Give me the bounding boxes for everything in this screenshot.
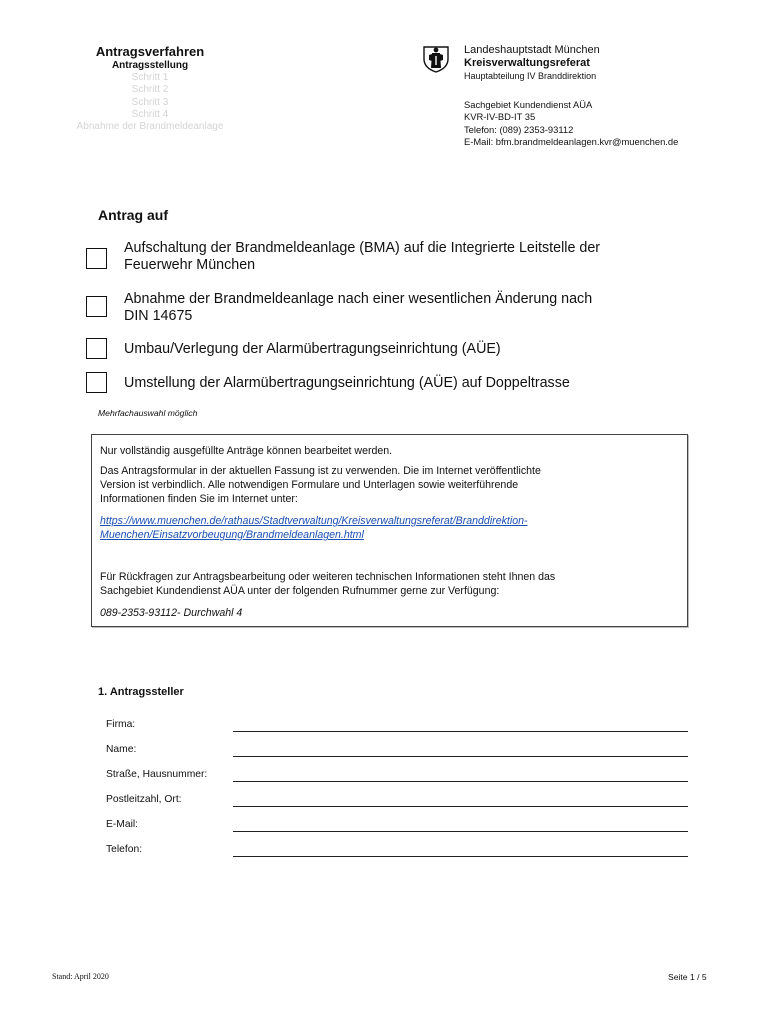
- authority-block: [464, 44, 600, 83]
- step-item: Abnahme der Brandmeldeanlage: [76, 121, 224, 133]
- section-title: 1. Antragssteller: [98, 686, 184, 698]
- department-name: Kreisverwaltungsreferat: [464, 57, 590, 69]
- name-field[interactable]: [233, 756, 688, 757]
- contact-phone: Telefon: (089) 2353-93112: [464, 123, 574, 135]
- multiple-choice-note: Mehrfachauswahl möglich: [98, 408, 198, 418]
- checkbox[interactable]: [86, 338, 107, 359]
- form-row-strasse: [106, 769, 688, 785]
- contact-email: E-Mail: bfm.brandmeldeanlagen.kvr@muenchen.de: [464, 135, 679, 147]
- info-box: [91, 434, 688, 627]
- contact-ref: KVR-IV-BD-IT 35: [464, 111, 536, 123]
- current-step: Antragsstellung: [111, 60, 189, 71]
- info-text: Das Antragsformular in der aktuellen Fassung ist zu verwenden. Die im Internet veröffentlichte Version ist verbindlich. Alle notwendigen Formulare und Unterlagen sowie weiterführende Informationen finden Sie im Internet unter:: [100, 465, 541, 505]
- postcode-city-field[interactable]: [233, 806, 688, 807]
- checkbox[interactable]: [86, 248, 107, 269]
- field-label: Postleitzahl, Ort:: [106, 794, 182, 805]
- division-name: Hauptabteilung IV Branddirektion: [464, 71, 597, 81]
- form-row-telefon: [106, 844, 688, 860]
- field-label: Telefon:: [106, 844, 143, 855]
- process-steps: [40, 44, 260, 133]
- contact-block: [464, 99, 678, 148]
- option-label: Umbau/Verlegung der Alarmübertragungseinrichtung (AÜE): [124, 341, 501, 357]
- version-date: Stand: April 2020: [52, 972, 109, 981]
- step-item: Schritt 4: [131, 108, 169, 120]
- antrag-title: Antrag auf: [98, 207, 168, 223]
- munich-coat-of-arms-icon: [421, 43, 451, 73]
- form-row-firma: [106, 719, 688, 735]
- contact-unit: Sachgebiet Kundendienst AÜA: [464, 99, 593, 110]
- form-row-plz-ort: [106, 794, 688, 810]
- street-field[interactable]: [233, 781, 688, 782]
- checkbox[interactable]: [86, 296, 107, 317]
- firma-field[interactable]: [233, 731, 688, 732]
- phone-field[interactable]: [233, 856, 688, 857]
- form-row-email: [106, 819, 688, 835]
- step-item: Schritt 2: [131, 84, 169, 96]
- step-item: Schritt 3: [131, 96, 169, 108]
- info-text: Für Rückfragen zur Antragsbearbeitung oder weiteren technischen Informationen steht Ihnen das Sachgebiet Kundendienst AÜA unter der folgenden Rufnummer gerne zur Verfügung:: [100, 571, 556, 597]
- checkbox[interactable]: [86, 372, 107, 393]
- info-link[interactable]: https://www.muenchen.de/rathaus/Stadtverwaltung/Kreisverwaltungsreferat/Branddirektion- Muenchen/Einsatzvorbeugung/Brandmeldeanlagen.html: [100, 515, 528, 541]
- form-row-name: [106, 744, 688, 760]
- process-title: Antragsverfahren: [95, 44, 205, 59]
- option-label: Umstellung der Alarmübertragungseinrichtung (AÜE) auf Doppeltrasse: [124, 375, 570, 391]
- field-label: Firma:: [106, 719, 136, 730]
- email-field[interactable]: [233, 831, 688, 832]
- info-text: Nur vollständig ausgefüllte Anträge können bearbeitet werden.: [100, 445, 393, 457]
- info-phone: 089-2353-93112- Durchwahl 4: [100, 607, 243, 619]
- field-label: Straße, Hausnummer:: [106, 769, 208, 780]
- step-item: Schritt 1: [131, 72, 169, 83]
- city-name: Landeshauptstadt München: [464, 44, 600, 56]
- field-label: Name:: [106, 744, 137, 755]
- option-label: Abnahme der Brandmeldeanlage nach einer wesentlichen Änderung nach DIN 14675: [124, 291, 593, 324]
- option-label: Aufschaltung der Brandmeldeanlage (BMA) auf die Integrierte Leitstelle der Feuerwehr München: [124, 240, 601, 273]
- page-number: Seite 1 / 5: [668, 972, 707, 982]
- field-label: E-Mail:: [106, 819, 139, 830]
